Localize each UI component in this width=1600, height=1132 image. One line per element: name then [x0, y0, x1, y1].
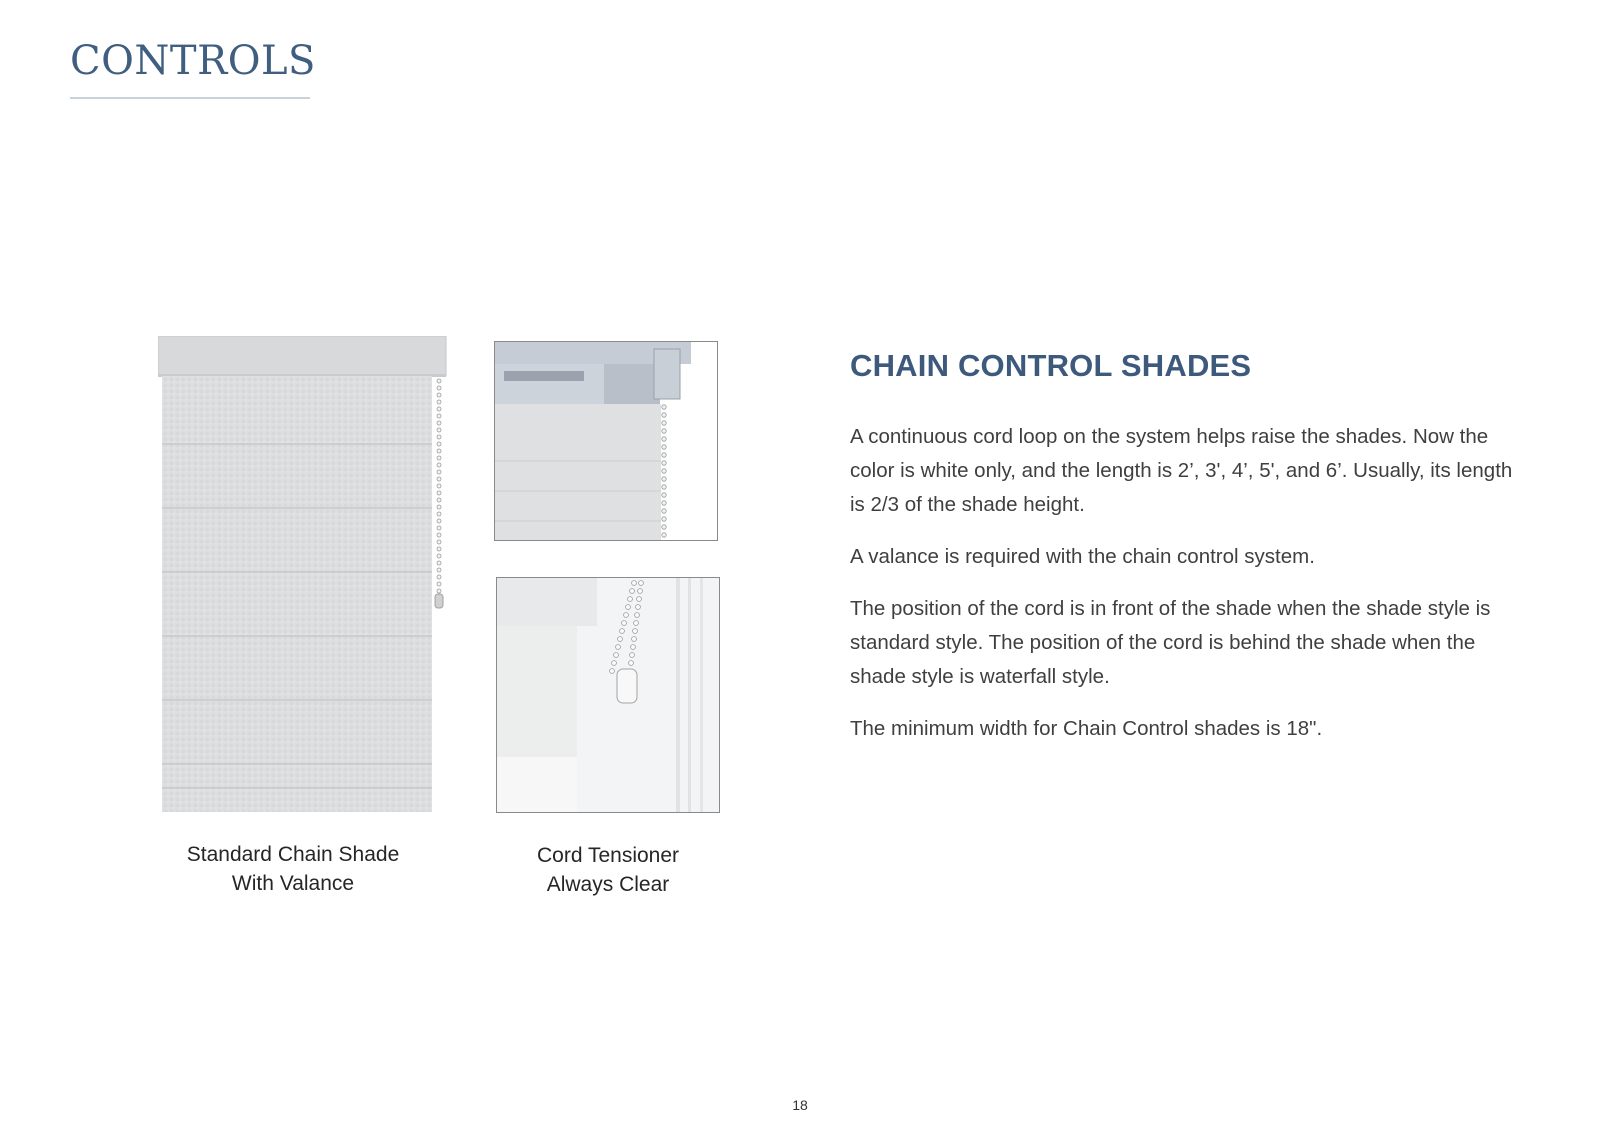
caption-line: Standard Chain Shade: [186, 843, 400, 866]
paragraph: A valance is required with the chain control system.: [850, 545, 1315, 568]
page-number: 18: [792, 1097, 808, 1113]
roman-shade-caption: [158, 840, 428, 898]
paragraph: The minimum width for Chain Control shades is 18".: [850, 717, 1323, 740]
content-section: [850, 348, 1530, 764]
chain-bracket-closeup-image: [494, 341, 718, 541]
roman-shade-image: [158, 336, 458, 814]
page-header: [70, 38, 316, 84]
caption-line: With Valance: [231, 872, 355, 895]
section-heading: CHAIN CONTROL SHADES: [850, 348, 1252, 383]
paragraph: A continuous cord loop on the system helps raise the shades. Now the color is white only, and the length is 2’, 3', 4’, 5', and 6’. Usually, its length is 2/3 of the shade height.: [850, 425, 1513, 516]
title-divider: [70, 97, 310, 99]
cord-tensioner-image: [496, 577, 720, 813]
paragraph: The position of the cord is in front of the shade when the shade style is standard style. The position of the cord is behind the shade when the shade style is waterfall style.: [850, 597, 1491, 688]
cord-tensioner-caption: [496, 841, 720, 899]
caption-line: Always Clear: [546, 873, 670, 896]
page-title: CONTROLS: [70, 38, 316, 84]
caption-line: Cord Tensioner: [536, 844, 680, 867]
